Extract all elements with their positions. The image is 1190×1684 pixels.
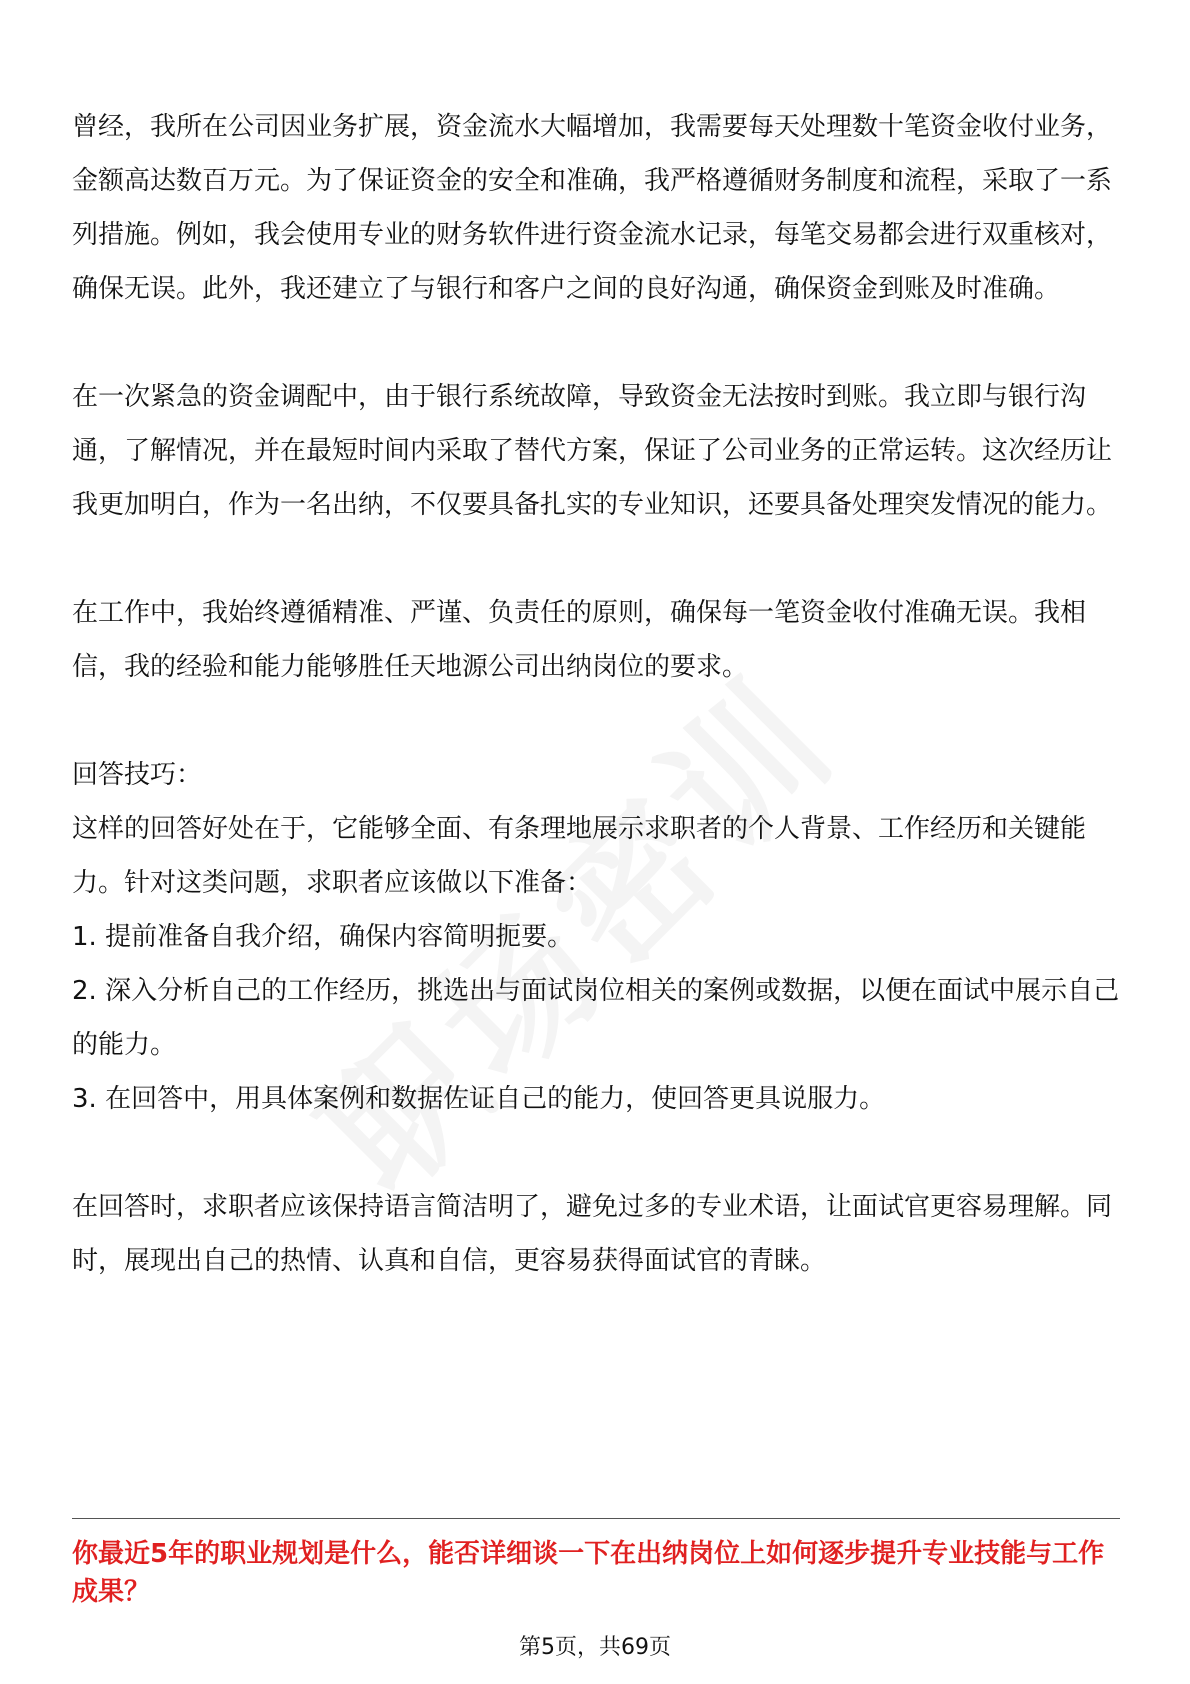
tips-intro: 这样的回答好处在于，它能够全面、有条理地展示求职者的个人背景、工作经历和关键能力。针对这类问题，求职者应该做以下准备： bbox=[72, 814, 1087, 898]
paragraph-gap bbox=[72, 532, 1120, 586]
paragraph-gap bbox=[72, 316, 1120, 370]
page-footer: 第5页，共69页 bbox=[519, 1635, 671, 1660]
paragraph-emergency: 在一次紧急的资金调配中，由于银行系统故障，导致资金无法按时到账。我立即与银行沟通，了解情况，并在最短时间内采取了替代方案，保证了公司业务的正常运转。这次经历让我更加明白，作为一名出纳，不仅要具备扎实的专业知识，还要具备处理突发情况的能力。 bbox=[72, 382, 1113, 520]
tip-item: 1. 提前准备自我介绍，确保内容简明扼要。 bbox=[72, 922, 574, 952]
paragraph-principles: 在工作中，我始终遵循精准、严谨、负责任的原则，确保每一笔资金收付准确无误。我相信，我的经验和能力能够胜任天地源公司出纳岗位的要求。 bbox=[72, 598, 1087, 682]
tips-heading: 回答技巧： bbox=[72, 760, 203, 790]
divider bbox=[72, 1518, 1120, 1519]
paragraph-gap bbox=[72, 1126, 1120, 1180]
tip-item: 2. 深入分析自己的工作经历，挑选出与面试岗位相关的案例或数据，以便在面试中展示自己的能力。 bbox=[72, 976, 1120, 1060]
paragraph-experience: 曾经，我所在公司因业务扩展，资金流水大幅增加，我需要每天处理数十笔资金收付业务，金额高达数百万元。为了保证资金的安全和准确，我严格遵循财务制度和流程，采取了一系列措施。例如，我会使用专业的财务软件进行资金流水记录，每笔交易都会进行双重核对，确保无误。此外，我还建立了与银行和客户之间的良好沟通，确保资金到账及时准确。 bbox=[72, 112, 1113, 304]
document-body bbox=[72, 100, 1120, 1288]
tips-section bbox=[72, 748, 1120, 1126]
paragraph-gap bbox=[72, 694, 1120, 748]
next-question: 你最近5年的职业规划是什么，能否详细谈一下在出纳岗位上如何逐步提升专业技能与工作成果？ bbox=[72, 1539, 1105, 1607]
tip-item: 3. 在回答中，用具体案例和数据佐证自己的能力，使回答更具说服力。 bbox=[72, 1084, 886, 1114]
paragraph-advice: 在回答时，求职者应该保持语言简洁明了，避免过多的专业术语，让面试官更容易理解。同时，展现出自己的热情、认真和自信，更容易获得面试官的青睐。 bbox=[72, 1192, 1113, 1276]
